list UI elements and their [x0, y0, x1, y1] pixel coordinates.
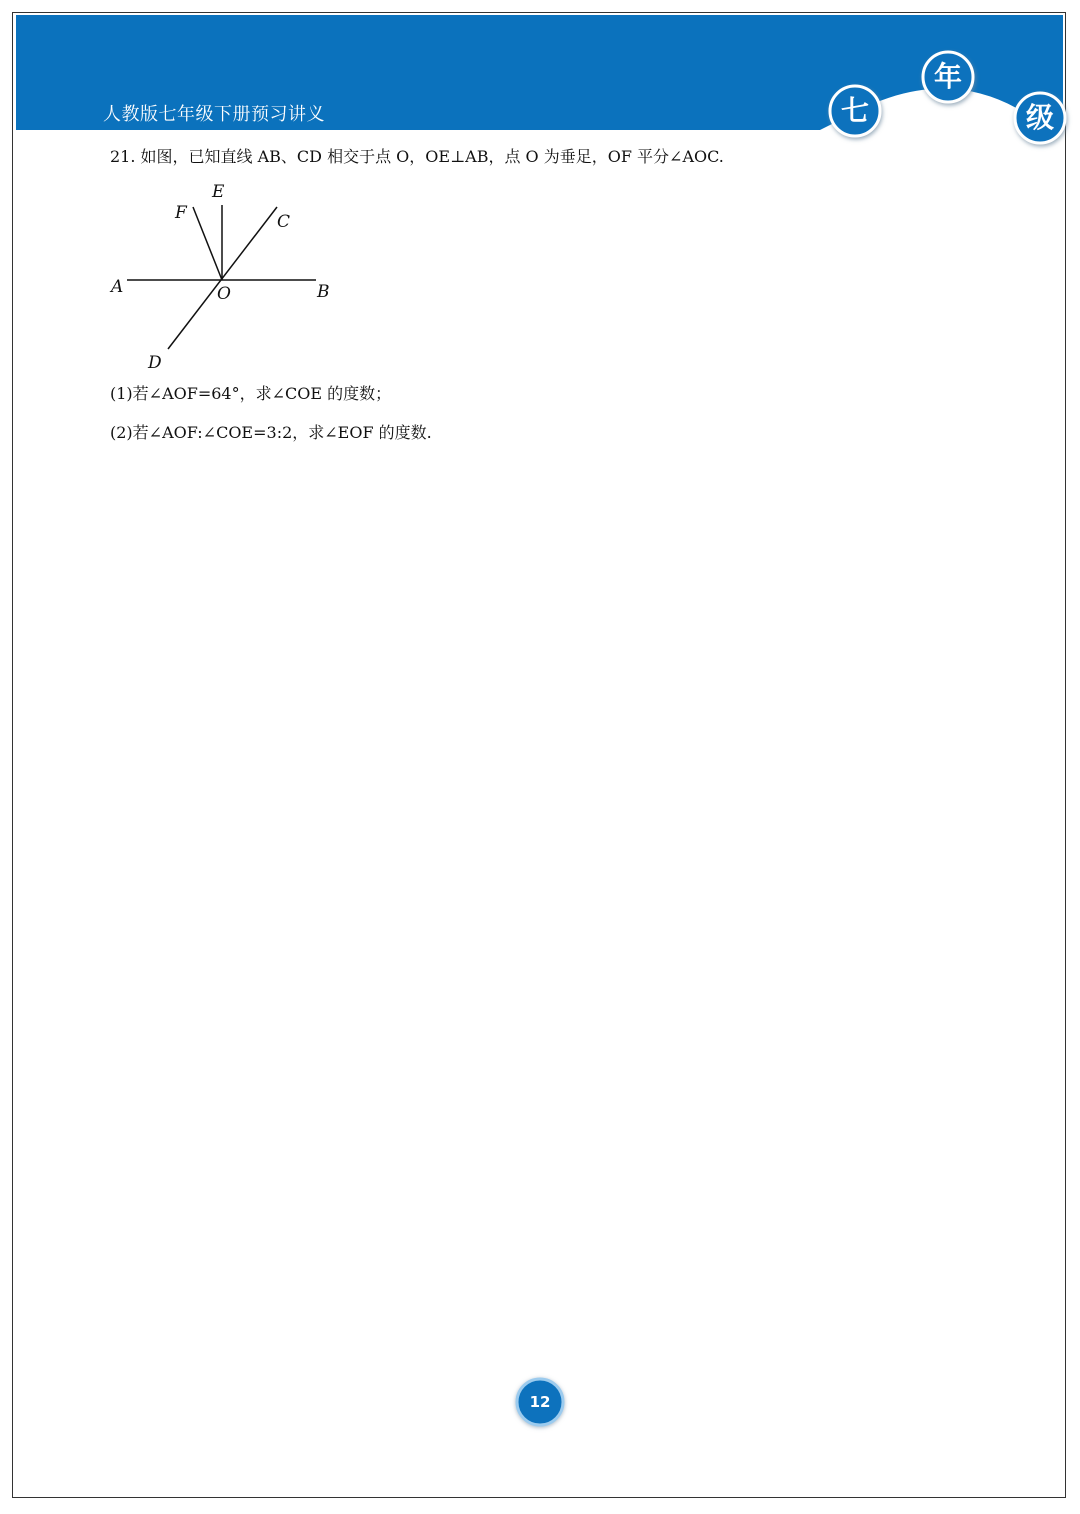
label-a: A [111, 277, 124, 297]
label-o: O [217, 284, 231, 304]
label-f: F [175, 203, 187, 223]
ray-of [193, 207, 222, 280]
label-c: C [277, 212, 291, 232]
geometry-figure [100, 175, 350, 375]
question-part-2: (2)若∠AOF:∠COE=3:2，求∠EOF 的度数. [110, 423, 432, 442]
page-number: 12 [529, 1393, 551, 1411]
label-b: B [317, 282, 330, 302]
header-band [0, 0, 1080, 160]
question-part-1: (1)若∠AOF=64°，求∠COE 的度数； [110, 384, 392, 403]
label-d: D [148, 353, 162, 373]
header-title: 人教版七年级下册预习讲义 [103, 104, 325, 125]
grade-char-seven: 七 [840, 94, 869, 127]
label-e: E [212, 182, 225, 202]
grade-char-level: 级 [1025, 101, 1054, 134]
grade-char-year: 年 [933, 60, 962, 93]
question-stem: 21. 如图，已知直线 AB、CD 相交于点 O，OE⊥AB，点 O 为垂足，OF 平分∠AOC. [110, 147, 724, 166]
